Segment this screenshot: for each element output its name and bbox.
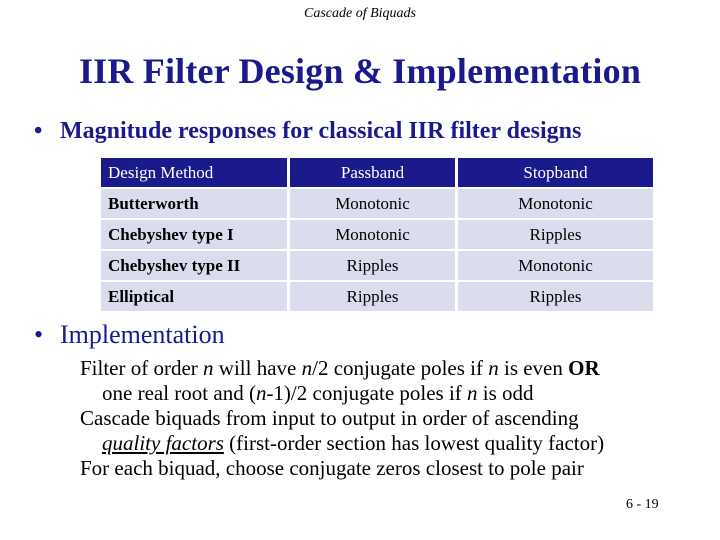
cell-stopband: Ripples xyxy=(458,220,653,249)
table-row xyxy=(101,251,653,280)
cell-passband: Ripples xyxy=(290,282,458,311)
table-row xyxy=(101,189,653,218)
sub-point-conjugate-zeros: For each biquad, choose conjugate zeros closest to pole pair xyxy=(80,456,584,480)
text-run: Filter of order xyxy=(80,356,204,380)
cell-method: Butterworth xyxy=(101,189,290,218)
sub-point-continuation xyxy=(80,431,700,456)
cell-passband: Monotonic xyxy=(290,189,458,218)
cell-stopband: Monotonic xyxy=(458,189,653,218)
sub-point-cascade-order xyxy=(80,406,700,456)
magnitude-response-table xyxy=(101,156,653,313)
cell-method: Elliptical xyxy=(101,282,290,311)
text-run: -1)/2 conjugate poles if xyxy=(266,381,468,405)
text-run: will have xyxy=(213,356,302,380)
text-run: /2 conjugate poles if xyxy=(312,356,489,380)
table-row xyxy=(101,220,653,249)
cell-stopband: Monotonic xyxy=(458,251,653,280)
cell-method: Chebyshev type I xyxy=(101,220,290,249)
text-run: one real root and ( xyxy=(102,381,256,405)
bullet-dot: • xyxy=(34,118,43,144)
sub-point-continuation xyxy=(80,381,700,406)
quality-factors-emphasis: quality factors xyxy=(102,431,224,455)
slide-header: Cascade of Biquads xyxy=(304,6,416,21)
bullet-text: Magnitude responses for classical IIR filter designs xyxy=(60,118,582,144)
header-passband: Passband xyxy=(290,158,458,187)
cell-method: Chebyshev type II xyxy=(101,251,290,280)
text-run: (first-order section has lowest quality factor) xyxy=(223,431,605,455)
page-number: 6 - 19 xyxy=(626,497,659,512)
text-run: is even xyxy=(498,356,569,380)
text-run: is odd xyxy=(477,381,534,405)
emphasis-or: OR xyxy=(568,356,600,380)
cell-stopband: Ripples xyxy=(458,282,653,311)
table-header-row xyxy=(101,158,653,187)
header-stopband: Stopband xyxy=(458,158,653,187)
math-variable: n xyxy=(301,356,313,380)
sub-point-filter-order xyxy=(80,356,700,406)
table-row xyxy=(101,282,653,311)
math-variable: n xyxy=(203,356,214,380)
bullet-text: Implementation xyxy=(60,320,225,349)
math-variable: n xyxy=(255,381,267,405)
implementation-details xyxy=(80,356,700,481)
bullet-implementation xyxy=(34,320,225,350)
cell-passband: Ripples xyxy=(290,251,458,280)
bullet-dot: • xyxy=(34,320,44,349)
math-variable: n xyxy=(488,356,499,380)
cell-passband: Monotonic xyxy=(290,220,458,249)
bullet-magnitude-responses xyxy=(34,118,581,145)
header-design-method: Design Method xyxy=(101,158,290,187)
math-variable: n xyxy=(467,381,478,405)
text-run: Cascade biquads from input to output in order of ascending xyxy=(80,406,579,430)
slide-title: IIR Filter Design & Implementation xyxy=(78,51,642,91)
